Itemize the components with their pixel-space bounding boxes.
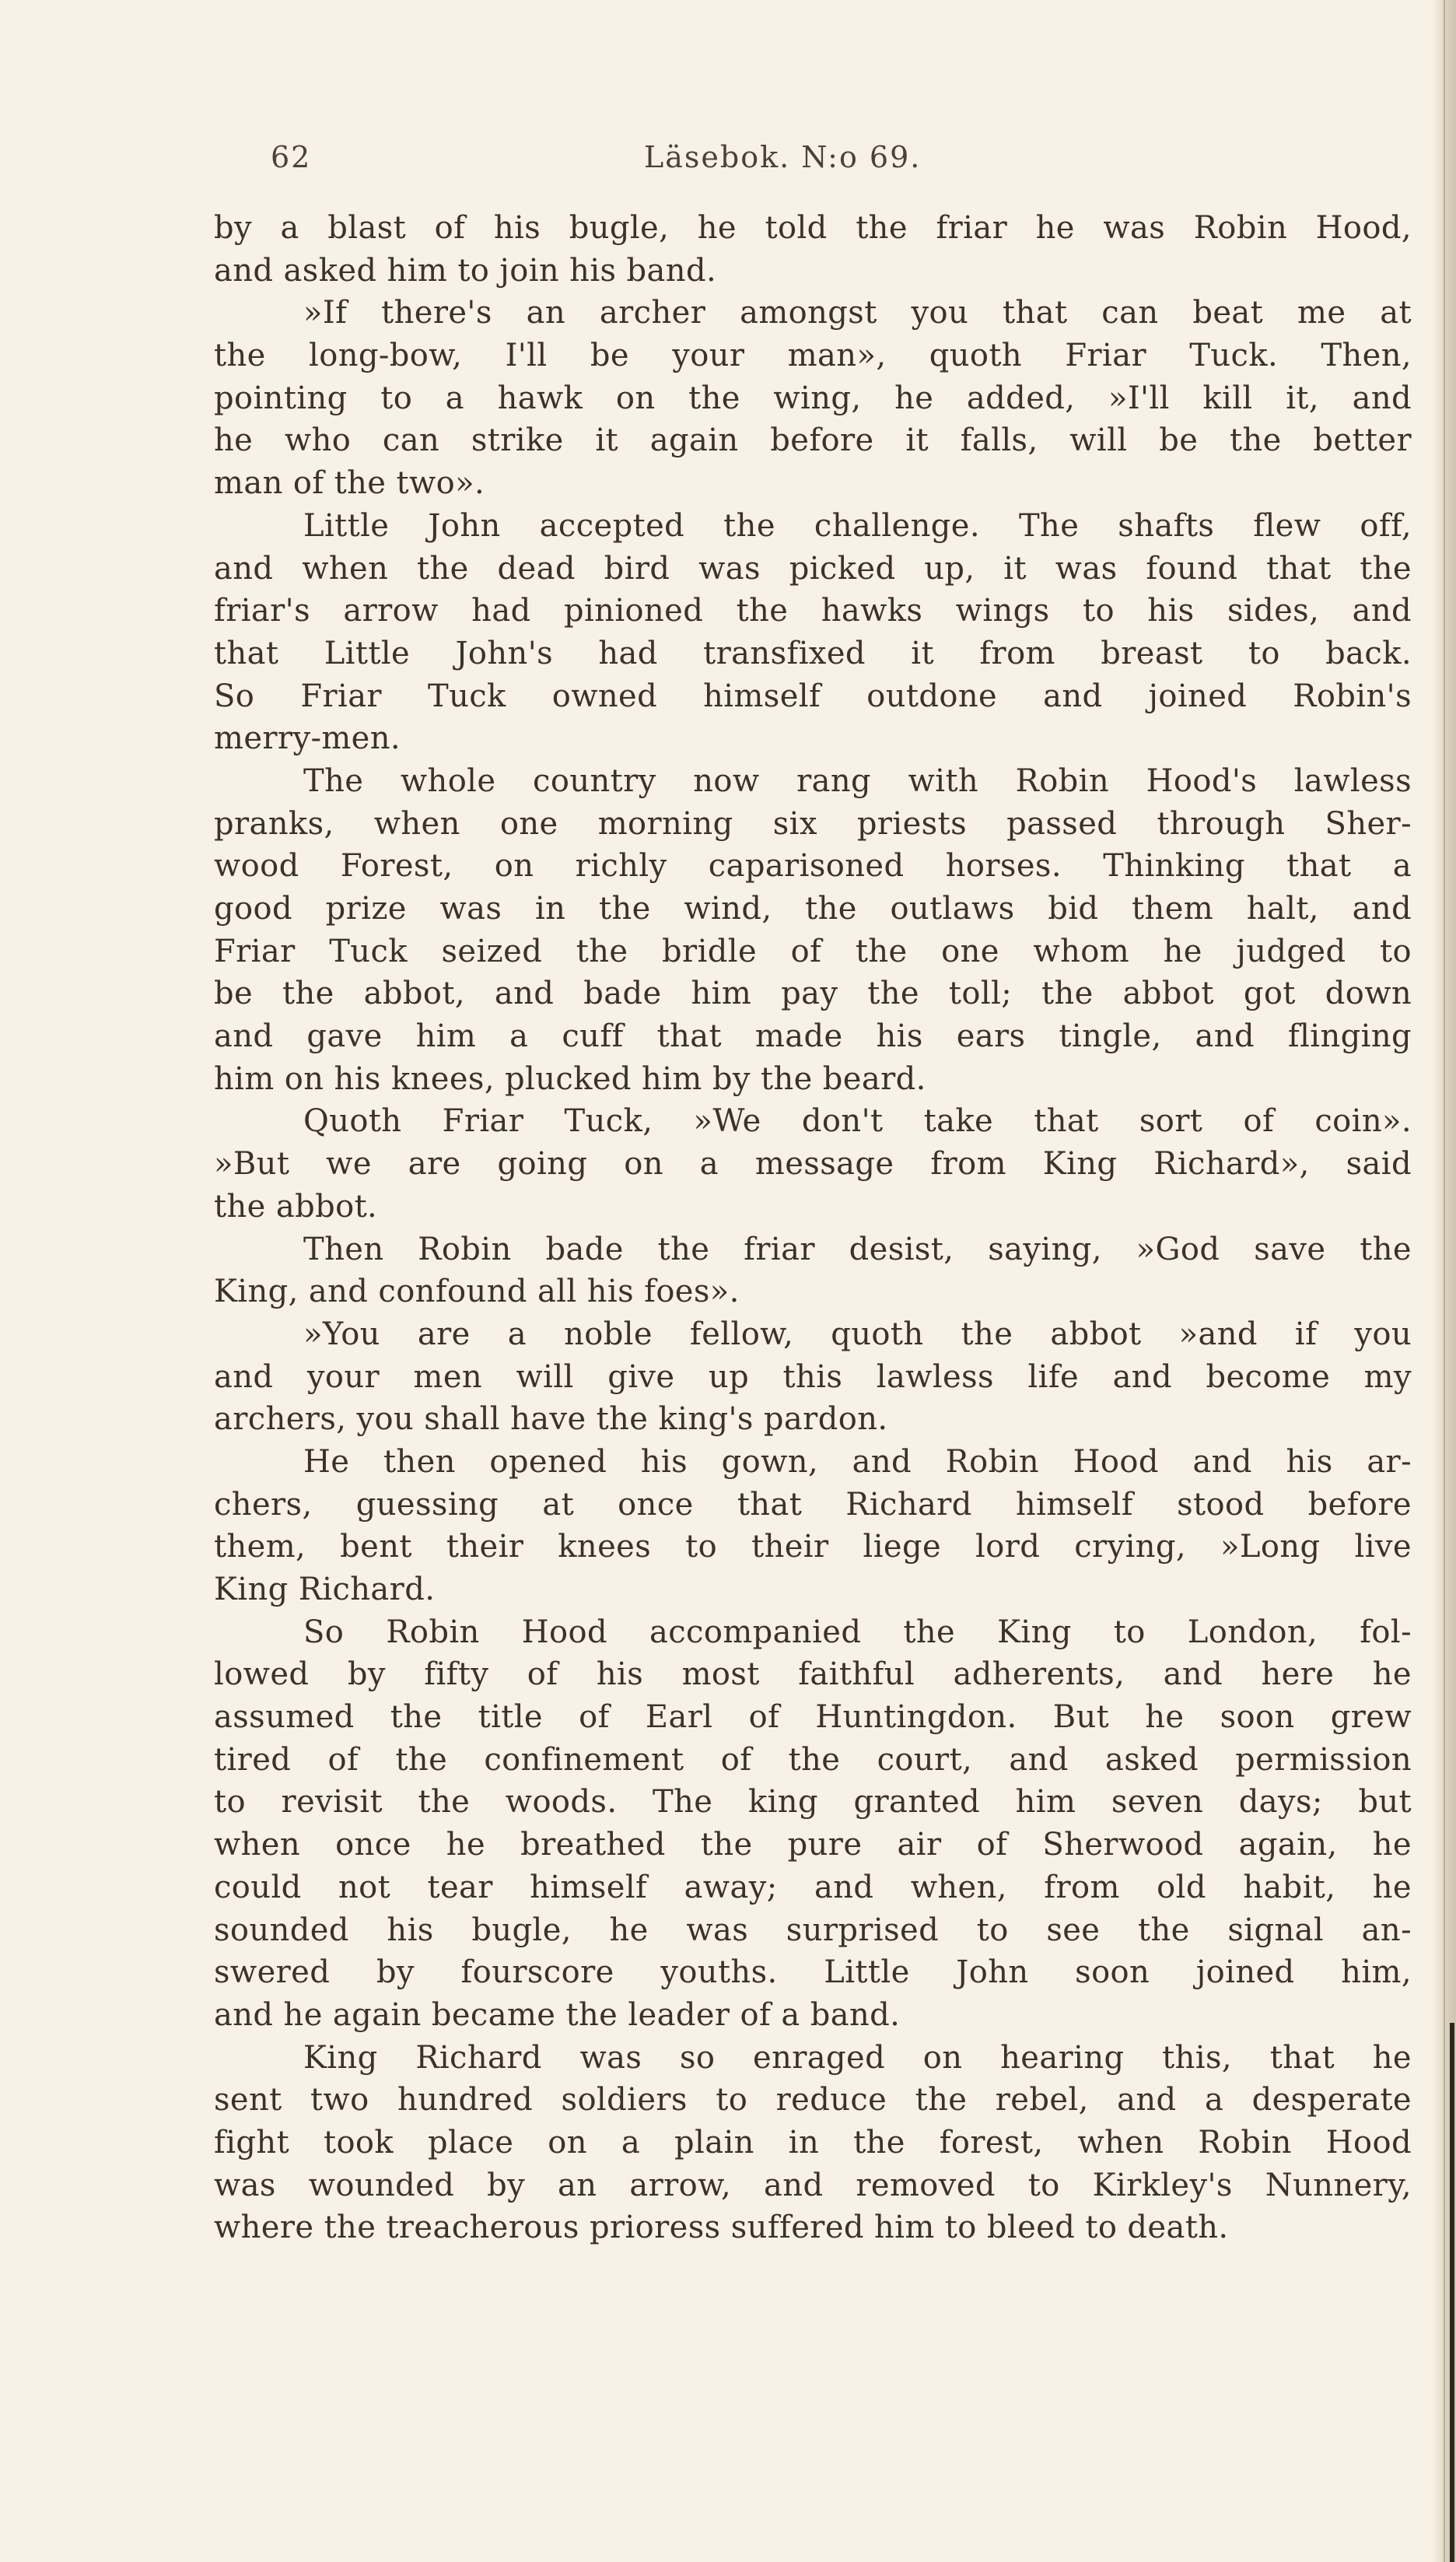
- text-line: King Richard was so enraged on hearing this, that he: [303, 2039, 1412, 2076]
- text-line: He then opened his gown, and Robin Hood and his ar-: [303, 1443, 1412, 1480]
- text-line: wood Forest, on richly caparisoned horses. Thinking that a: [214, 848, 1412, 885]
- text-line: merry-men.: [214, 720, 401, 757]
- text-line: lowed by fifty of his most faithful adherents, and here he: [214, 1656, 1412, 1693]
- text-line: be the abbot, and bade him pay the toll; the abbot got down: [214, 976, 1412, 1012]
- text-line: the long-bow, I'll be your man», quoth Friar Tuck. Then,: [214, 338, 1412, 374]
- text-line: and he again became the leader of a band.: [214, 1996, 901, 2033]
- page-edge-line: [1444, 0, 1445, 2562]
- text-line: and asked him to join his band.: [214, 252, 717, 289]
- text-line: King Richard.: [214, 1572, 436, 1607]
- text-line: chers, guessing at once that Richard himself stood before: [214, 1486, 1412, 1523]
- text-line: that Little John's had transfixed it from breast to back.: [214, 635, 1412, 671]
- text-line: pointing to a hawk on the wing, he added, »I'll kill it, and: [214, 380, 1412, 416]
- page-edge-binding: [1450, 2023, 1454, 2562]
- text-line: Friar Tuck seized the bridle of the one whom he judged to: [214, 933, 1412, 969]
- text-line: tired of the confinement of the court, and asked permission: [214, 1741, 1412, 1778]
- text-line: Little John accepted the challenge. The shafts flew off,: [303, 507, 1412, 544]
- text-line: King, and confound all his foes».: [214, 1274, 740, 1310]
- text-line: Then Robin bade the friar desist, saying, »God save the: [303, 1231, 1412, 1267]
- body-text: [214, 207, 1412, 2249]
- text-line: was wounded by an arrow, and removed to Kirkley's Nunnery,: [214, 2167, 1412, 2203]
- text-line: when once he breathed the pure air of Sherwood again, he: [214, 1827, 1412, 1863]
- text-line: fight took place on a plain in the forest, when Robin Hood: [214, 2124, 1412, 2161]
- page-header: [271, 140, 963, 187]
- text-line: Quoth Friar Tuck, »We don't take that sort of coin».: [303, 1103, 1412, 1140]
- text-line: and when the dead bird was picked up, it was found that the: [214, 550, 1412, 587]
- text-line: So Friar Tuck owned himself outdone and joined Robin's: [214, 678, 1412, 714]
- running-head: Läsebok. N:o 69.: [644, 140, 922, 174]
- text-line: sounded his bugle, he was surprised to see the signal an-: [214, 1912, 1412, 1948]
- text-line: by a blast of his bugle, he told the friar he was Robin Hood,: [214, 210, 1412, 246]
- page-number: 62: [271, 140, 312, 174]
- text-line: archers, you shall have the king's pardon.: [214, 1401, 888, 1438]
- text-line: So Robin Hood accompanied the King to London, fol-: [303, 1614, 1412, 1650]
- text-line: pranks, when one morning six priests passed through Sher-: [214, 805, 1412, 842]
- text-line: could not tear himself away; and when, from old habit, he: [214, 1869, 1412, 1905]
- text-line: him on his knees, plucked him by the beard.: [214, 1060, 926, 1097]
- text-line: and your men will give up this lawless life and become my: [214, 1358, 1412, 1395]
- text-line: assumed the title of Earl of Huntingdon. But he soon grew: [214, 1699, 1412, 1736]
- text-line: he who can strike it again before it falls, will be the better: [214, 422, 1412, 459]
- text-line: »But we are going on a message from King Richard», said: [214, 1146, 1412, 1183]
- text-line: friar's arrow had pinioned the hawks wings to his sides, and: [214, 593, 1412, 629]
- text-line: man of the two».: [214, 465, 485, 502]
- text-line: to revisit the woods. The king granted him seven days; but: [214, 1784, 1412, 1821]
- text-line: The whole country now rang with Robin Hood's lawless: [303, 762, 1412, 799]
- text-line: and gave him a cuff that made his ears tingle, and flinging: [214, 1018, 1412, 1055]
- text-line: where the treacherous prioress suffered him to bleed to death.: [214, 2210, 1229, 2246]
- text-line: the abbot.: [214, 1188, 378, 1225]
- text-line: swered by fourscore youths. Little John soon joined him,: [214, 1954, 1412, 1991]
- text-line: them, bent their knees to their liege lord crying, »Long live: [214, 1529, 1412, 1565]
- text-line: good prize was in the wind, the outlaws bid them halt, and: [214, 891, 1412, 927]
- text-line: »If there's an archer amongst you that can beat me at: [303, 295, 1412, 331]
- text-line: »You are a noble fellow, quoth the abbot »and if you: [303, 1316, 1412, 1352]
- text-line: sent two hundred soldiers to reduce the rebel, and a desperate: [214, 2082, 1412, 2119]
